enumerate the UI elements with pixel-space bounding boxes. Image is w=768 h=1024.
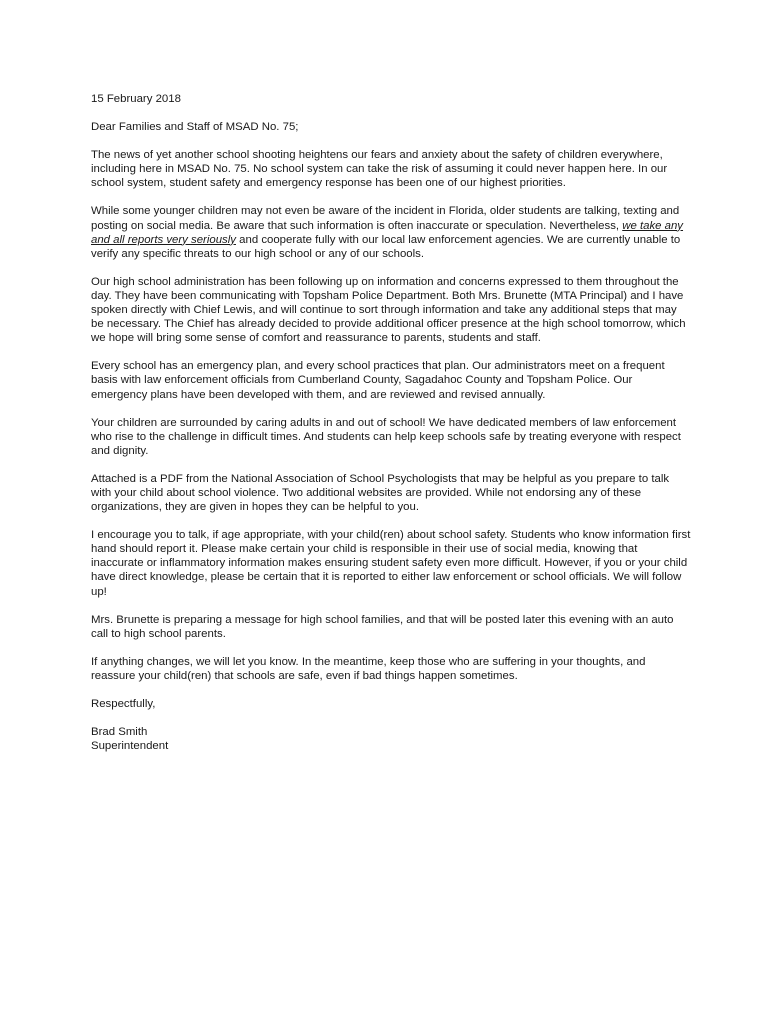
paragraph-7: I encourage you to talk, if age appropriate, with your child(ren) about school safety. Students who know information first hand should report it. Please make certain your child is responsible in their use of social media, knowing that inaccurate or inflammatory information makes ensuring student safety even more difficult. However, if you or your child have direct knowledge, please be certain that it is reported to either law enforcement or school officials. We will follow up!: [91, 529, 691, 598]
signer-name: Brad Smith: [91, 726, 148, 739]
paragraph-2-emphasis: we take any and all reports very seriously: [91, 219, 684, 246]
letter-date: 15 February 2018: [91, 93, 181, 105]
paragraph-2-text-b: and cooperate fully with our local law enforcement agencies. We are currently unable to verify any specific threats to our high school or any of our schools.: [91, 233, 681, 260]
paragraph-8: Mrs. Brunette is preparing a message for high school families, and that will be posted later this evening with an auto call to high school parents.: [91, 613, 674, 640]
paragraph-9: If anything changes, we will let you know. In the meantime, keep those who are suffering in your thoughts, and reassure your child(ren) that schools are safe, even if bad things happen sometimes.: [91, 655, 646, 682]
signer-title: Superintendent: [91, 740, 169, 753]
paragraph-5: Your children are surrounded by caring adults in and out of school! We have dedicated members of law enforcement who rise to the challenge in difficult times. And students can help keep schools safe by treating everyone with respect and dignity.: [91, 416, 681, 457]
paragraph-2-text-a: While some younger children may not even be aware of the incident in Florida, older students are talking, texting and posting on social media. Be aware that such information is often inaccurate or speculation. Nevertheless,: [91, 205, 680, 232]
paragraph-2: [91, 204, 691, 260]
letter-body: [91, 92, 691, 753]
paragraph-6: Attached is a PDF from the National Association of School Psychologists that may be helpful as you prepare to talk with your child about school violence. Two additional websites are provided. While not endorsing any of these organizations, they are given in hopes they can be helpful to you.: [91, 472, 670, 514]
paragraph-1: The news of yet another school shooting heightens our fears and anxiety about the safety of children everywhere, including here in MSAD No. 75. No school system can take the risk of assuming it could never happen here. In our school system, student safety and emergency response has been one of our highest priorities.: [91, 149, 668, 190]
paragraph-3: Our high school administration has been following up on information and concerns expressed to them throughout the day. They have been communicating with Topsham Police Department. Both Mrs. Brunette (MTA Principal) and I have spoken directly with Chief Lewis, and will continue to sort through information and take any additional steps that may be necessary. The Chief has already decided to provide additional officer presence at the high school tomorrow, which we hope will bring some sense of comfort and reassurance to parents, students and staff.: [91, 275, 686, 345]
paragraph-4: Every school has an emergency plan, and every school practices that plan. Our administrators meet on a frequent basis with law enforcement officials from Cumberland County, Sagadahoc County and Topsham Police. Our emergency plans have been developed with them, and are reviewed and revised annually.: [91, 360, 665, 401]
letter-closing: Respectfully,: [91, 698, 156, 710]
letter-salutation: Dear Families and Staff of MSAD No. 75;: [91, 121, 299, 134]
